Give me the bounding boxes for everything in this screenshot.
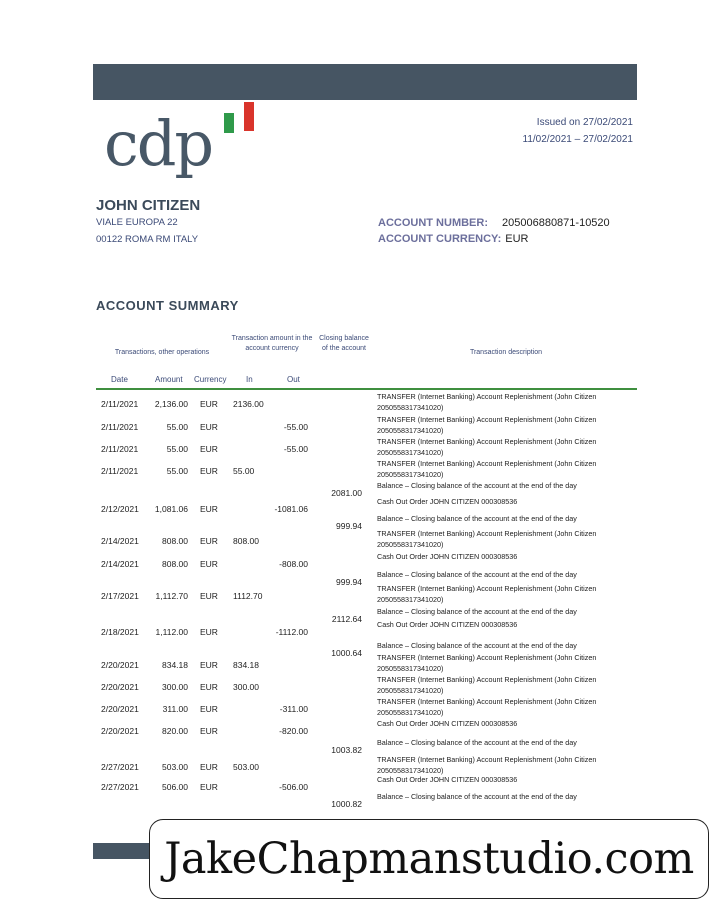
column-header-currency: Currency bbox=[194, 375, 227, 384]
cell-date: 2/17/2021 bbox=[101, 591, 139, 601]
cell-date: 2/20/2021 bbox=[101, 682, 139, 692]
table-row bbox=[0, 459, 728, 479]
cell-in: 834.18 bbox=[233, 660, 259, 670]
holder-address-line2: 00122 ROMA RM ITALY bbox=[96, 234, 199, 245]
cell-description: Cash Out Order JOHN CITIZEN 000308536 bbox=[377, 497, 518, 506]
group-header-amount: Transaction amount in the account currency bbox=[231, 335, 313, 352]
statement-period: 11/02/2021 – 27/02/2021 bbox=[522, 134, 633, 145]
cell-description: TRANSFER (Internet Banking) Account Replenishment (John Citizen 2050558317341020) bbox=[377, 437, 597, 457]
cell-description: TRANSFER (Internet Banking) Account Replenishment (John Citizen 2050558317341020) bbox=[377, 529, 597, 549]
cell-date: 2/14/2021 bbox=[101, 536, 139, 546]
cell-currency: EUR bbox=[200, 591, 218, 601]
cell-closing-balance: 1000.64 bbox=[331, 648, 362, 658]
cell-description: Balance – Closing balance of the account at the end of the day bbox=[377, 738, 577, 747]
group-header-operations: Transactions, other operations bbox=[114, 349, 210, 356]
cell-amount: 506.00 bbox=[162, 782, 188, 792]
cell-out: -1081.06 bbox=[274, 504, 308, 514]
cell-date: 2/11/2021 bbox=[101, 399, 139, 409]
cell-amount: 55.00 bbox=[166, 422, 188, 432]
holder-name: JOHN CITIZEN bbox=[96, 197, 201, 214]
cell-amount: 2,136.00 bbox=[154, 399, 188, 409]
cell-amount: 55.00 bbox=[166, 444, 188, 454]
cell-out: -1112.00 bbox=[275, 627, 308, 637]
cell-currency: EUR bbox=[200, 704, 218, 714]
table-row bbox=[0, 584, 728, 604]
account-currency-row bbox=[378, 233, 528, 245]
cell-out: -820.00 bbox=[279, 726, 308, 736]
table-row bbox=[0, 755, 728, 775]
watermark-text: JakeChapmanstudio.com bbox=[164, 834, 694, 884]
table-row bbox=[0, 552, 728, 572]
cell-currency: EUR bbox=[200, 399, 218, 409]
table-row bbox=[0, 675, 728, 695]
table-row bbox=[0, 529, 728, 549]
cell-closing-balance: 1000.82 bbox=[331, 799, 362, 809]
cell-out: -55.00 bbox=[283, 444, 308, 454]
cell-amount: 55.00 bbox=[166, 466, 188, 476]
cell-in: 503.00 bbox=[233, 762, 259, 772]
column-header-out: Out bbox=[287, 375, 300, 384]
cell-date: 2/11/2021 bbox=[101, 466, 139, 476]
watermark-box bbox=[149, 819, 709, 899]
cell-currency: EUR bbox=[200, 660, 218, 670]
cell-date: 2/11/2021 bbox=[101, 444, 139, 454]
cell-description: Cash Out Order JOHN CITIZEN 000308536 bbox=[377, 620, 518, 629]
cell-amount: 808.00 bbox=[162, 536, 188, 546]
cell-currency: EUR bbox=[200, 627, 218, 637]
cell-date: 2/14/2021 bbox=[101, 559, 139, 569]
table-row bbox=[0, 792, 728, 812]
table-row bbox=[0, 392, 728, 412]
cell-out: -506.00 bbox=[279, 782, 308, 792]
cell-amount: 503.00 bbox=[162, 762, 188, 772]
cell-in: 300.00 bbox=[233, 682, 259, 692]
cell-closing-balance: 999.94 bbox=[336, 577, 362, 587]
cell-amount: 808.00 bbox=[162, 559, 188, 569]
account-number-label: ACCOUNT NUMBER: bbox=[378, 217, 488, 229]
cell-description: Balance – Closing balance of the account at the end of the day bbox=[377, 641, 577, 650]
cell-description: Cash Out Order JOHN CITIZEN 000308536 bbox=[377, 719, 518, 728]
cell-currency: EUR bbox=[200, 682, 218, 692]
cell-description: Cash Out Order JOHN CITIZEN 000308536 bbox=[377, 775, 518, 784]
cell-currency: EUR bbox=[200, 726, 218, 736]
cell-in: 808.00 bbox=[233, 536, 259, 546]
cell-amount: 300.00 bbox=[162, 682, 188, 692]
cell-closing-balance: 999.94 bbox=[336, 521, 362, 531]
cell-out: -808.00 bbox=[279, 559, 308, 569]
account-number-value: 205006880871-10520 bbox=[502, 217, 610, 229]
cell-out: -311.00 bbox=[279, 704, 308, 714]
table-row bbox=[0, 437, 728, 457]
header-bar bbox=[93, 64, 637, 100]
account-summary-title: ACCOUNT SUMMARY bbox=[96, 298, 239, 313]
cell-description: TRANSFER (Internet Banking) Account Replenishment (John Citizen 2050558317341020) bbox=[377, 415, 597, 435]
cell-date: 2/11/2021 bbox=[101, 422, 139, 432]
account-currency-value: EUR bbox=[505, 233, 529, 245]
cell-description: Balance – Closing balance of the account at the end of the day bbox=[377, 792, 577, 801]
cdp-logo bbox=[104, 104, 264, 188]
cell-date: 2/18/2021 bbox=[101, 627, 139, 637]
cell-description: TRANSFER (Internet Banking) Account Replenishment (John Citizen 2050558317341020) bbox=[377, 675, 597, 695]
flag-stripe-green bbox=[224, 113, 234, 133]
table-row bbox=[0, 620, 728, 640]
column-header-in: In bbox=[246, 375, 253, 384]
flag-stripe-red bbox=[244, 102, 254, 131]
cell-amount: 1,112.70 bbox=[155, 591, 188, 601]
account-number-row bbox=[378, 217, 610, 229]
flag-stripe-white bbox=[234, 108, 244, 132]
cell-date: 2/20/2021 bbox=[101, 704, 139, 714]
cell-description: Balance – Closing balance of the account at the end of the day bbox=[377, 607, 577, 616]
cell-currency: EUR bbox=[200, 559, 218, 569]
holder-address-line1: VIALE EUROPA 22 bbox=[96, 217, 178, 228]
cell-description: Balance – Closing balance of the account at the end of the day bbox=[377, 481, 577, 490]
cell-date: 2/12/2021 bbox=[101, 504, 139, 514]
cell-amount: 311.00 bbox=[162, 704, 188, 714]
cell-in: 2136.00 bbox=[233, 399, 264, 409]
table-row bbox=[0, 719, 728, 739]
column-header-date: Date bbox=[111, 375, 128, 384]
cell-out: -55.00 bbox=[283, 422, 308, 432]
table-row bbox=[0, 653, 728, 673]
issued-date: Issued on 27/02/2021 bbox=[536, 117, 633, 128]
cell-description: TRANSFER (Internet Banking) Account Replenishment (John Citizen 2050558317341020) bbox=[377, 392, 597, 412]
cell-description: TRANSFER (Internet Banking) Account Replenishment (John Citizen 2050558317341020) bbox=[377, 697, 597, 717]
cell-description: TRANSFER (Internet Banking) Account Replenishment (John Citizen 2050558317341020) bbox=[377, 459, 597, 479]
group-header-closing: Closing balance of the account bbox=[319, 335, 369, 352]
cell-amount: 1,081.06 bbox=[154, 504, 188, 514]
cell-description: TRANSFER (Internet Banking) Account Replenishment (John Citizen 2050558317341020) bbox=[377, 653, 597, 673]
cell-currency: EUR bbox=[200, 536, 218, 546]
cell-closing-balance: 1003.82 bbox=[331, 745, 362, 755]
table-header-divider bbox=[96, 388, 637, 390]
cell-currency: EUR bbox=[200, 762, 218, 772]
cell-currency: EUR bbox=[200, 444, 218, 454]
column-header-amount: Amount bbox=[155, 375, 183, 384]
cell-description: Cash Out Order JOHN CITIZEN 000308536 bbox=[377, 552, 518, 561]
cell-currency: EUR bbox=[200, 422, 218, 432]
cell-description: Balance – Closing balance of the account at the end of the day bbox=[377, 570, 577, 579]
cell-in: 1112.70 bbox=[233, 591, 263, 601]
account-currency-label: ACCOUNT CURRENCY: bbox=[378, 233, 502, 245]
cell-currency: EUR bbox=[200, 504, 218, 514]
cell-amount: 834.18 bbox=[162, 660, 188, 670]
cell-date: 2/27/2021 bbox=[101, 762, 139, 772]
group-header-description: Transaction description bbox=[469, 349, 543, 356]
cell-in: 55.00 bbox=[233, 466, 255, 476]
cell-description: TRANSFER (Internet Banking) Account Replenishment (John Citizen 2050558317341020) bbox=[377, 755, 597, 775]
table-row bbox=[0, 697, 728, 717]
cell-date: 2/20/2021 bbox=[101, 660, 139, 670]
cell-closing-balance: 2112.64 bbox=[331, 614, 362, 624]
table-row bbox=[0, 415, 728, 435]
cell-currency: EUR bbox=[200, 782, 218, 792]
cell-closing-balance: 2081.00 bbox=[331, 488, 362, 498]
cell-description: Balance – Closing balance of the account at the end of the day bbox=[377, 514, 577, 523]
cell-currency: EUR bbox=[200, 466, 218, 476]
cell-date: 2/27/2021 bbox=[101, 782, 139, 792]
cell-date: 2/20/2021 bbox=[101, 726, 139, 736]
cell-amount: 820.00 bbox=[162, 726, 188, 736]
cell-amount: 1,112.00 bbox=[155, 627, 188, 637]
cell-description: TRANSFER (Internet Banking) Account Replenishment (John Citizen 2050558317341020) bbox=[377, 584, 597, 604]
logo-text: cdp bbox=[104, 107, 213, 180]
